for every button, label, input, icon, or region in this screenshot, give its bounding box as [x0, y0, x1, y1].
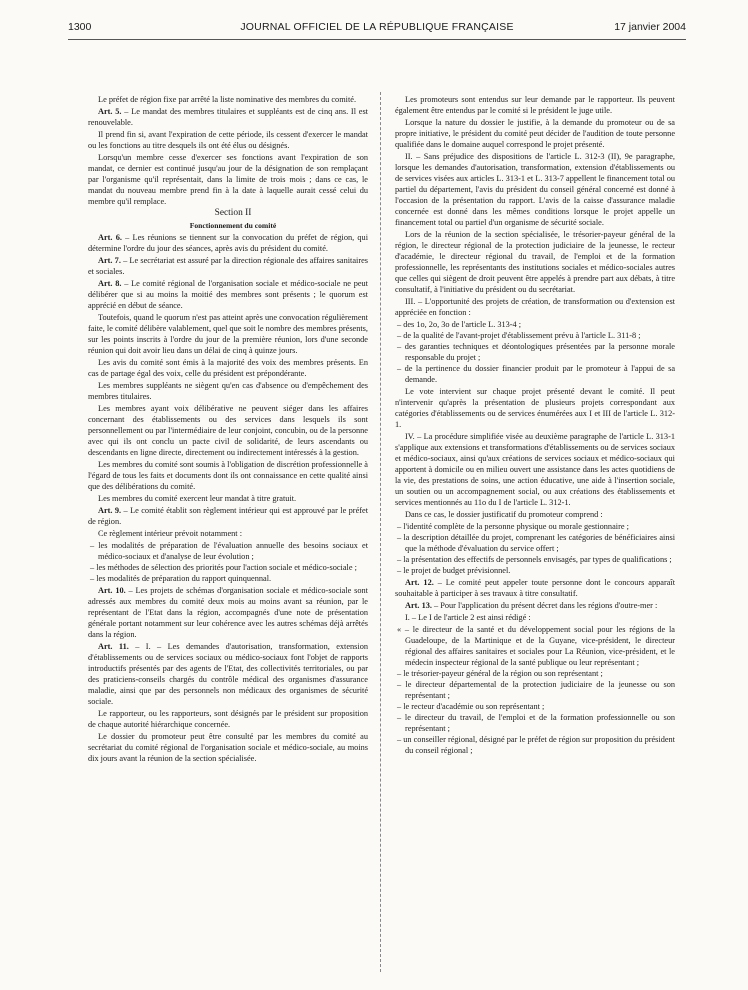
- list-item: – de la pertinence du dossier financier produit par le promoteur à l'appui de sa demande.: [397, 364, 675, 384]
- article-11: Art. 11. – I. – Les demandes d'autorisation, transformation, extension d'établissements ou de services sociaux ou médico-sociaux font l'objet de rapports introductifs présentés par des agents de l'Etat, des collectivités territoriales, ou par des praticiens-conseils chargés du contrôle médical des organismes d'assurance maladie, ainsi que par des personnels non médicaux des organismes de sécurité sociale.: [88, 642, 368, 706]
- article-12: Art. 12. – Le comité peut appeler toute personne dont le concours apparaît souhaitable à participer à ses travaux à titre consultatif.: [395, 578, 675, 598]
- paragraph: Le vote intervient sur chaque projet présenté devant le comité. Il peut n'intervenir qu'après la présentation de plusieurs projets correspondant aux catégories d'établissements ou de services énumérées aux I et III de l'article L. 312-1.: [395, 387, 675, 429]
- paragraph: Toutefois, quand le quorum n'est pas atteint après une convocation régulièrement faite, le comité délibère valablement, quel que soit le nombre des membres présents, sur les points inscrits à l'ordre du jour de la première réunion, lors d'une seconde réunion qui doit avoir lieu dans un délai de cinq à quinze jours.: [88, 313, 368, 355]
- paragraph: Les membres du comité sont soumis à l'obligation de discrétion professionnelle à l'égard de tous les faits et documents dont ils ont connaissance en cette qualité ainsi que des délibérations du comité.: [88, 460, 368, 491]
- list-item: – un conseiller régional, désigné par le préfet de région sur proposition du président du conseil régional ;: [397, 735, 675, 755]
- paragraph: Dans ce cas, le dossier justificatif du promoteur comprend :: [405, 510, 603, 519]
- section-title: Section II: [214, 208, 252, 218]
- paragraph: III. – L'opportunité des projets de création, de transformation ou d'extension est appréciée en fonction :: [395, 297, 675, 317]
- article-label: Art. 10.: [98, 586, 126, 595]
- paragraph: Il prend fin si, avant l'expiration de cette période, ils cessent d'exercer le mandat ou les fonctions au titre desquels ils ont été élus ou désignés.: [88, 130, 368, 150]
- paragraph: Le préfet de région fixe par arrêté la liste nominative des membres du comité.: [98, 95, 357, 104]
- list-item: – le recteur d'académie ou son représentant ;: [397, 702, 545, 711]
- paragraph: II. – Sans préjudice des dispositions de l'article L. 312-3 (II), 9e paragraphe, lorsque les demandes d'autorisation, transformation, extension d'établissements ou de services visées aux articles L. 313-1 et L. 313-7 appellent le financement total ou partiel du département, l'avis du président du conseil général concerné est donné à l'occasion de la présentation du rapport. L'avis de la caisse d'assurance maladie concernée est donné dans les mêmes conditions lorsque le projet appelle un financement total ou partiel d'un organisme de sécurité sociale.: [395, 152, 675, 227]
- list-item: « – le directeur de la santé et du développement social pour les régions de la Guadeloupe, de la Martinique et de la Guyane, vice-président, le directeur régional des affaires sanitaires et sociales pour La Réunion, vice-président, et le médecin inspecteur régional de la santé publique ou leur représentant ;: [397, 625, 675, 667]
- list-item: – des 1o, 2o, 3o de l'article L. 313-4 ;: [397, 320, 522, 329]
- dossier-list: [395, 521, 675, 576]
- list-item: – le directeur départemental de la protection judiciaire de la jeunesse ou son représentant ;: [397, 680, 675, 700]
- criteria-list: [395, 319, 675, 385]
- paragraph: IV. – La procédure simplifiée visée au deuxième paragraphe de l'article L. 313-1 s'applique aux extensions et transformations d'établissements ou de services sociaux et médico-sociaux, ainsi qu'aux créations de services sociaux et médico-sociaux qui apportent à domicile ou en milieu ouvert une assistance dans les actes quotidiens de la vie, des prestations de soins, une action éducative, une aide à l'insertion sociale, un soutien ou un accompagnement social, ou aux créations des établissements et services mentionnés au 11o du I de l'article L. 312-1.: [395, 432, 675, 507]
- list-item: – la description détaillée du projet, comprenant les catégories de bénéficiaires ainsi que la méthode d'évaluation du service offert ;: [397, 533, 675, 553]
- column-divider: [380, 92, 381, 972]
- list-item: – les méthodes de sélection des priorités pour l'action sociale et médico-sociale ;: [90, 563, 357, 572]
- article-6: Art. 6. – Les réunions se tiennent sur la convocation du préfet de région, qui détermine l'ordre du jour des séances, après avis du président du comité.: [88, 233, 368, 253]
- section-subtitle: Fonctionnement du comité: [189, 221, 277, 230]
- article-5: Art. 5. – Le mandat des membres titulaires et suppléants est de cinq ans. Il est renouvelable.: [88, 107, 368, 127]
- article-label: Art. 11.: [98, 642, 129, 651]
- members-list: [395, 624, 675, 756]
- left-column: [88, 94, 368, 980]
- paragraph: Les promoteurs sont entendus sur leur demande par le rapporteur. Ils peuvent également être entendus par le comité si le président le juge utile.: [395, 95, 675, 115]
- paragraph: Lorsqu'un membre cesse d'exercer ses fonctions avant l'expiration de son mandat, ce dernier est continué jusqu'au jour de la désignation de son remplaçant par l'organisme qu'il représentait, dans la limite de trois mois ; dans ce cas, le mandat du nouveau membre prend fin à la date à laquelle aurait cessé celui du membre qu'il remplace.: [88, 153, 368, 206]
- list-item: – la présentation des effectifs de personnels envisagés, par types de qualifications ;: [397, 555, 672, 564]
- article-8: Art. 8. – Le comité régional de l'organisation sociale et médico-sociale ne peut délibérer que si au moins la moitié des membres sont présents ; le quorum est apprécié en début de séance.: [88, 279, 368, 310]
- paragraph: Les membres suppléants ne siègent qu'en cas d'absence ou d'empêchement des membres titulaires.: [88, 381, 368, 401]
- list-item: – les modalités de préparation du rapport quinquennal.: [90, 574, 272, 583]
- list-item: – le directeur du travail, de l'emploi et de la formation professionnelle ou son représentant ;: [397, 713, 675, 733]
- article-9: Art. 9. – Le comité établit son règlement intérieur qui est approuvé par le préfet de région.: [88, 506, 368, 526]
- paragraph: Les avis du comité sont émis à la majorité des voix des membres présents. En cas de partage égal des voix, celle du président est prépondérante.: [88, 358, 368, 378]
- paragraph: Le rapporteur, ou les rapporteurs, sont désignés par le président sur proposition de chaque autorité hiérarchique concernée.: [88, 709, 368, 729]
- article-label: Art. 13.: [405, 601, 432, 610]
- list-item: – des garanties techniques et déontologiques présentées par la personne morale responsable du projet ;: [397, 342, 675, 362]
- article-7: Art. 7. – Le secrétariat est assuré par la direction régionale des affaires sanitaires et sociales.: [88, 256, 368, 276]
- rules-list: [88, 540, 368, 584]
- list-item: – l'identité complète de la personne physique ou morale gestionnaire ;: [397, 522, 629, 531]
- list-item: – les modalités de préparation de l'évaluation annuelle des besoins sociaux et médico-sociaux et d'analyse de leur évolution ;: [90, 541, 368, 561]
- article-13: Art. 13. – Pour l'application du présent décret dans les régions d'outre-mer :: [405, 601, 658, 610]
- list-item: – le projet de budget prévisionnel.: [397, 566, 511, 575]
- list-item: – le trésorier-payeur général de la région ou son représentant ;: [397, 669, 603, 678]
- right-column: [395, 94, 675, 980]
- journal-title: JOURNAL OFFICIEL DE LA RÉPUBLIQUE FRANÇAISE: [240, 21, 514, 33]
- publication-date: 17 janvier 2004: [614, 21, 686, 33]
- article-label: Art. 12.: [405, 578, 434, 587]
- article-label: Art. 5.: [98, 107, 122, 116]
- list-item: – de la qualité de l'avant-projet d'établissement prévu à l'article L. 311-8 ;: [397, 331, 641, 340]
- page-header: [68, 17, 686, 40]
- article-label: Art. 9.: [98, 506, 122, 515]
- article-10: Art. 10. – Les projets de schémas d'organisation sociale et médico-sociale sont adressés aux membres du comité deux mois au moins avant sa réunion, par le représentant de l'Etat dans la région, accompagnés d'une note de présentation générale portant notamment sur leur cohérence avec les autres schémas déjà arrêtés dans la région.: [88, 586, 368, 639]
- article-label: Art. 8.: [98, 279, 122, 288]
- paragraph: Les membres ayant voix délibérative ne peuvent siéger dans les affaires concernant des établissements ou des services dans lesquels ils sont personnellement ou par l'intermédiaire de leur conjoint, concubin, ou de la personne avec qui ils ont conclu un pacte civil de solidarité, de leurs ascendants ou descendants en ligne directe, directement ou indirectement intéressés à la gestion.: [88, 404, 368, 457]
- article-label: Art. 7.: [98, 256, 121, 265]
- paragraph: Les membres du comité exercent leur mandat à titre gratuit.: [98, 494, 297, 503]
- page-number: 1300: [68, 21, 92, 33]
- paragraph: Ce règlement intérieur prévoit notamment :: [98, 529, 242, 538]
- paragraph: Le dossier du promoteur peut être consulté par les membres du comité au secrétariat du comité régional de l'organisation sociale et médico-sociale, au moins dix jours avant la réunion de la section spécialisée.: [88, 732, 368, 763]
- article-label: Art. 6.: [98, 233, 122, 242]
- paragraph: Lorsque la nature du dossier le justifie, à la demande du promoteur ou de sa propre initiative, le président du comité peut décider de l'audition de toute personne qualifiée dans le domaine auquel correspond le projet présenté.: [395, 118, 675, 149]
- paragraph: Lors de la réunion de la section spécialisée, le trésorier-payeur général de la région, le directeur régional de la protection judiciaire de la jeunesse, le recteur d'académie, le directeur régional du travail, de l'emploi et de la formation professionnelle, les représentants des institutions sociales et médico-sociales autres que celles qui siègent de droit peuvent être appelés à prendre part aux débats, à titre consultatif, à l'initiative du président ou du secrétariat.: [395, 230, 675, 294]
- paragraph: I. – Le I de l'article 2 est ainsi rédigé :: [405, 613, 531, 622]
